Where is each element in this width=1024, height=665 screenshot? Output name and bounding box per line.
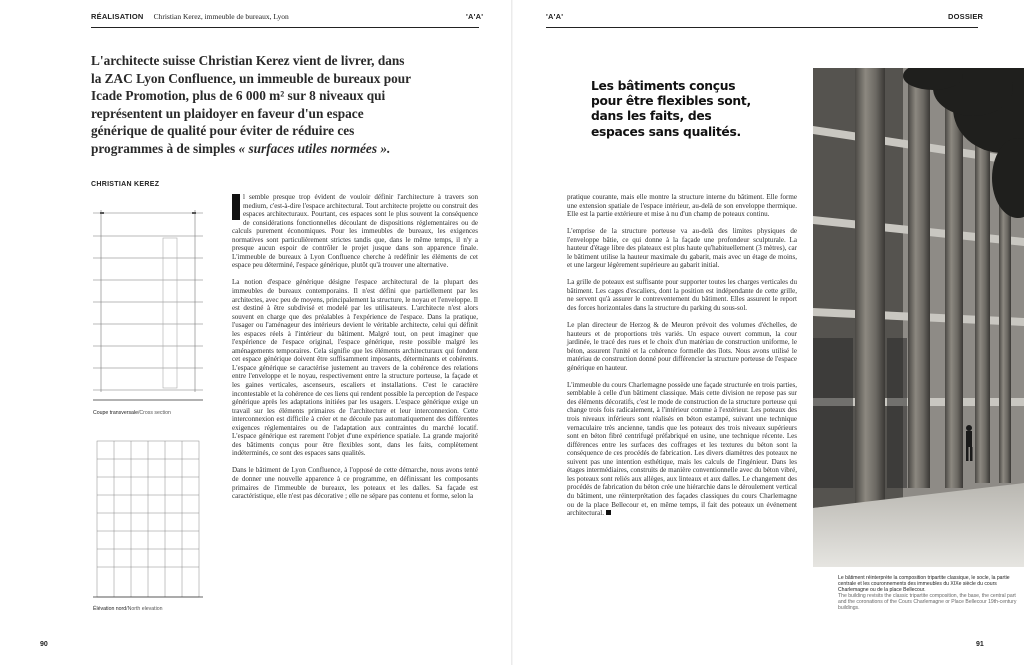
intro-main: L'architecte suisse Christian Kerez vient de livrer, dans la ZAC Lyon Confluence, un immeuble de bureaux pour Icade Promotion, plus de 6 000 m² sur 8 niveaux qui représentent un plaidoyer en faveur d'un espace générique de qualité pour éviter de réduire ces programmes à de simples xyxy=(91,53,411,156)
end-mark xyxy=(606,510,611,515)
page-gutter xyxy=(511,0,513,665)
pull-quote: Les bâtiments conçus pour être flexibles sont, dans les faits, des espaces sans qualités. xyxy=(591,79,751,139)
header-rule-right xyxy=(546,27,978,28)
body-paragraph: La notion d'espace générique désigne l'espace architectural de la plupart des immeubles de bureaux contemporains. Il n'est défini que partiellement par les architectes, avec peu de moyens, principalement la structure, le noyau et l'enveloppe. Il est destiné à être subdivisé et modelé par les utilisateurs. L'architecte n'est alors souvent en charge que des préalables à l'expérience de l'espace. Dans la pratique, l'usager ou l'aménageur des intérieurs devient le véritable architecte, celui qui définit les espaces réels à l'intérieur du bâtiment. Malgré tout, on peut imaginer que l'expérience de l'espace original, l'espace générique, reste possible malgré les aménagements temporaires. Cela signifie que les éléments architecturaux qui fondent cet espace générique doivent être suffisamment imposants, déterminants et cohérents. L'espace générique se caractérise justement au travers de la cohérence des relations entre l'enveloppe et le noyau, respectivement entre la structure porteuse, la façade et les gaines verticales, ascenseurs, escaliers et installations. C'est le caractère incontestable et la cohérence de ces liens qui rendent possible la perception de l'espace générique après les adaptations initiées par les usagers. L'espace générique exige un travail sur les éléments primaires de l'architecture et leur interconnexion. Cette interconnexion est difficile à créer et ne découle pas automatiquement des différentes exigences réglementaires ou de l'adaptation aux contraintes du marché locatif. L'espace générique est rarement l'objet d'une expérience spatiale. La grande majorité des bâtiments conçus pour être flexibles sont, dans les faits, complètement indéterminés, ce sont des espaces sans qualités. xyxy=(232,278,478,458)
page-number-left: 90 xyxy=(40,641,48,648)
header-rule-left xyxy=(91,27,479,28)
intro-paragraph xyxy=(91,52,411,158)
article-subject: Christian Kerez, immeuble de bureaux, Lyon xyxy=(153,12,289,21)
building-photo xyxy=(813,68,1024,567)
body-paragraph: Dans le bâtiment de Lyon Confluence, à l'opposé de cette démarche, nous avons tenté de donner une nouvelle apparence à ce programme, en définissant les composants primaires de l'immeuble de bureaux, les poteaux et les dalles. Sa façade est caractéristique, elle n'est pas décorative ; elle ne sépare pas contenu et forme, selon la xyxy=(232,466,478,501)
body-paragraph: L'emprise de la structure porteuse va au-delà des limites physiques de l'enveloppe bâtie, ce qui donne à la façade une profondeur sculpturale. La hauteur d'étage libre des plateaux est plus haute qu'habituellement (3 mètres), car le bâtiment utilise la hauteur maximale du gabarit, mais avec un étage de moins, et une largeur légèrement supérieure au gabarit initial. xyxy=(567,227,797,270)
cross-section-drawing xyxy=(93,200,203,410)
body-paragraph: pratique courante, mais elle montre la structure interne du bâtiment. Elle forme une extension spatiale de l'espace intérieur, au-delà de son enveloppe thermique. Elle est la partie extérieure et mise à nu d'un champ de poteaux continu. xyxy=(567,193,797,219)
section-label: RÉALISATION xyxy=(91,12,144,21)
photo-caption xyxy=(838,575,1023,612)
body-paragraph: l semble presque trop évident de vouloir définir l'architecture à travers son medium, c'est-à-dire l'espace architectural. Tout architecte projette ou construit des espaces architecturaux. Pourtant, ces espaces sont le plus souvent la conséquence de considérations fonctionnelles découlant de dispositions réglementaires ou de calculs purement économiques. Pour les immeubles de bureaux, les exigences normatives sont particulièrement strictes tandis que, dans le même temps, il n'y a presque aucun espoir de contrôler le projet jusque dans son apparence finale. L'immeuble de bureaux à Lyon Confluence cherche à redéfinir les éléments de cet espace peu déterminé, l'espace générique, plutôt qu'à trouver une alternative. xyxy=(232,193,478,270)
photo-caption-en: The building revisits the classic tripartite composition, the base, the central part and the coronations of the Cours Charlemagne or Place Bellecour 19th-century buildings. xyxy=(838,593,1017,612)
right-running-header: DOSSIER xyxy=(948,12,984,21)
drop-cap xyxy=(232,194,240,220)
photo-caption-fr: Le bâtiment réinterprète la composition tripartite classique, le socle, la partie centrale et les couronnements des immeubles du XIXe siècle du cours Charlemagne ou de la place Bellecour. xyxy=(838,575,1010,594)
magazine-mark-right: 'A'A' xyxy=(546,12,564,21)
body-paragraph: Le plan directeur de Herzog & de Meuron prévoit des volumes d'échelles, de hauteurs et de proportions très variés. Un espace ouvert commun, la cour jardinée, le tracé des rues et le choix d'un matériau de construction uniforme, le béton, assurent l'unité et la cohérence formelle des îlots. Nous avons utilisé le matériau de construction donné pour différencier la structure porteuse de l'espace générique en hauteur. xyxy=(567,321,797,372)
magazine-mark-left: 'A'A' xyxy=(466,12,484,21)
left-running-header xyxy=(91,12,289,21)
body-column-left xyxy=(232,193,478,509)
body-paragraph: L'immeuble du cours Charlemagne possède une façade structurée en trois parties, semblable à celle d'un bâtiment classique. Mais cette division ne repose pas sur des éléments décoratifs, c'est le mode de construction de la structure porteuse qui change trois fois radicalement, à l'intérieur comme à l'extérieur. Les poteaux des trois niveaux inférieurs sont réalisés en béton estampé, suivant une technique vernaculaire très ancienne, tandis que les poteaux des trois niveaux supérieurs sont en béton fibré centrifugé préfabriqué en usine, une technique récente. Les différences entre les surfaces des coffrages et les textures du béton sont la conséquence de ces procédés de fabrication. Les divers diamètres des poteaux ne suivent pas une intention esthétique, mais les calculs de l'ingénieur. Dans les étages intermédiaires, construits de manière conventionnelle avec du béton vibré, les poteaux sont reliés aux allèges, aux linteaux et aux dalles. Le changement des procédés de fabrication du béton crée une hiérarchie dans le déroulement vertical du bâtiment, une réinterprétation des façades classiques du cours Charlemagne ou de la place Bellecour et, en même temps, il fait des poteaux un événement architectural. xyxy=(567,380,797,518)
intro-italic: « surfaces utiles normées ». xyxy=(238,140,391,156)
north-elevation-caption: Élévation nord/North elevation xyxy=(93,606,163,612)
body-paragraph: La grille de poteaux est suffisante pour supporter toutes les charges verticales du bâtiment. Les cages d'escaliers, dont la position est indépendante de cette grille, ne servent qu'à assurer le contreventement du bâtiment. Elles assurent le report des forces horizontales dans la structure du parking du sous-sol. xyxy=(567,278,797,313)
author-name: CHRISTIAN KEREZ xyxy=(91,181,160,188)
page-number-right: 91 xyxy=(976,641,984,648)
north-elevation-drawing xyxy=(93,437,203,603)
body-column-right xyxy=(567,193,797,526)
cross-section-caption: Coupe transversale/Cross section xyxy=(93,410,171,416)
